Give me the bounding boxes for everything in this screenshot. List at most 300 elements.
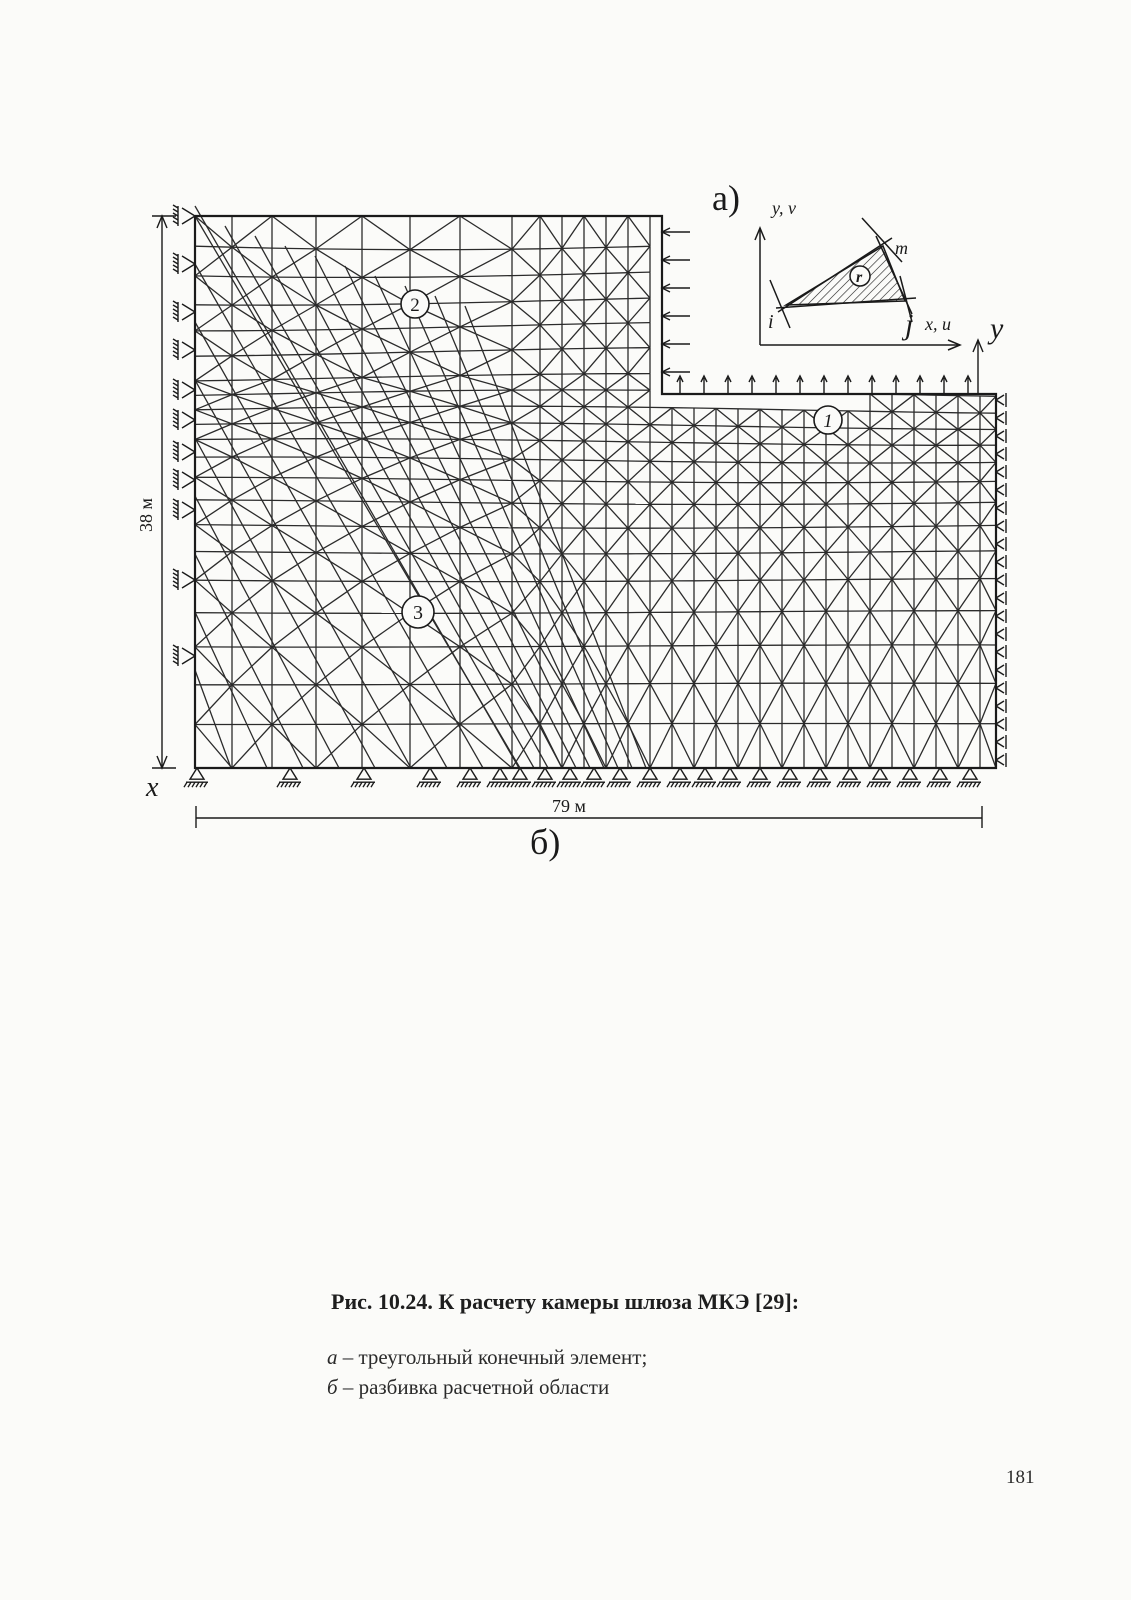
dimension-lines (152, 216, 983, 828)
mesh-edge (195, 276, 232, 277)
mesh-edge (996, 760, 1004, 765)
mesh-edge (562, 324, 584, 349)
mesh-edge (460, 350, 512, 376)
mesh-edge (857, 782, 860, 787)
mesh-edge (460, 554, 512, 582)
mesh-edge (584, 247, 606, 248)
mesh-edge (804, 483, 826, 504)
mesh-edge (777, 782, 780, 787)
mesh-edge (650, 443, 672, 462)
support-pin (873, 768, 887, 779)
axis-x-label: x (146, 772, 159, 803)
mesh-edge (182, 656, 195, 664)
mesh-edge (460, 459, 512, 460)
mesh-edge (980, 430, 996, 446)
mesh-edge (460, 439, 512, 440)
mesh-edge (870, 482, 892, 503)
mesh-edge (182, 420, 195, 428)
mesh-edge (182, 510, 195, 518)
mesh-edge (272, 500, 316, 501)
zone-3-label: 3 (413, 602, 423, 624)
mesh-edge (540, 248, 562, 275)
mesh-edge (565, 782, 568, 787)
mesh-edge (782, 483, 804, 505)
mesh-edge (195, 457, 232, 477)
mesh-edge (316, 277, 362, 305)
mesh-edge (429, 782, 432, 787)
mesh-edge (460, 216, 512, 249)
mesh-edge (716, 504, 738, 528)
mesh-edge (195, 580, 232, 613)
mesh-edge (173, 653, 178, 656)
mesh-edge (650, 482, 672, 504)
mesh-edge (173, 209, 178, 212)
mesh-edge (716, 483, 738, 505)
mesh-edge (532, 782, 535, 787)
mesh-edge (694, 504, 716, 528)
mesh-edge (512, 374, 540, 390)
mesh-edge (606, 613, 628, 646)
mesh-edge (760, 683, 782, 723)
mesh-edge (760, 427, 782, 444)
mesh-edge (789, 782, 792, 787)
mesh-edge (958, 482, 980, 503)
mesh-edge (931, 782, 934, 787)
mesh-edge (980, 445, 996, 462)
mesh-edge (936, 579, 958, 611)
mesh-edge (807, 782, 810, 787)
mesh-edge (584, 274, 606, 299)
mesh-edge (362, 407, 410, 408)
mesh-edge (188, 782, 191, 787)
mesh-edge (848, 463, 870, 483)
mesh-edge (362, 526, 410, 527)
mesh-edge (473, 782, 476, 787)
mesh-edge (879, 782, 882, 787)
mesh-edge (200, 782, 203, 787)
mesh-edge (939, 782, 942, 787)
mesh-edge (996, 557, 1004, 562)
mesh-edge (487, 782, 490, 787)
mesh-edge (562, 248, 584, 249)
mesh-edge (826, 724, 848, 769)
mesh-edge (362, 328, 410, 329)
mesh-edge (738, 683, 760, 723)
mesh-edge (694, 483, 716, 505)
mesh-edge (606, 461, 628, 482)
mesh-edge (760, 724, 782, 769)
mesh-edge (936, 551, 958, 579)
mesh-edge (232, 331, 272, 356)
mesh-edge (650, 684, 672, 724)
mesh-edge (996, 611, 1004, 616)
mesh-edge (182, 350, 195, 358)
mesh-edge (272, 501, 316, 526)
mesh-edge (173, 469, 178, 472)
mesh-edge (362, 478, 410, 502)
mesh-edge (272, 216, 316, 249)
mesh-edge (936, 645, 958, 683)
mesh-edge (540, 554, 562, 582)
figure-caption-title: Рис. 10.24. К расчету камеры шлюза МКЭ [29]: (331, 1289, 800, 1314)
caption-item-a (327, 1345, 1027, 1370)
mesh-edge (841, 782, 844, 787)
mesh-edge (232, 581, 272, 613)
mesh-edge (760, 612, 782, 646)
mesh-edge (672, 646, 694, 684)
mesh-edge (173, 477, 178, 480)
mesh-edge (914, 395, 936, 413)
mesh-edge (460, 350, 512, 351)
mesh-edge (958, 413, 980, 429)
mesh-edge (980, 579, 996, 611)
support-pin (563, 768, 577, 779)
mesh-edge (297, 782, 300, 787)
mesh-edge (362, 352, 410, 377)
mesh-edge (958, 429, 980, 445)
mesh-edge (562, 216, 584, 248)
mesh-edge (316, 407, 362, 423)
mesh-edge (914, 526, 936, 551)
mesh-edge (958, 611, 980, 645)
mesh-edge (173, 515, 178, 518)
mesh-edge (694, 462, 716, 483)
mesh-edge (729, 782, 732, 787)
mesh-edge (410, 376, 460, 392)
mesh-edge (606, 247, 628, 272)
support-pin (723, 768, 737, 779)
mesh-edge (947, 782, 950, 787)
mesh-edge (540, 390, 562, 406)
mesh-edge (606, 528, 628, 554)
mesh-edge (232, 395, 272, 409)
mesh-edge (996, 454, 1004, 459)
mesh-edge (804, 527, 826, 552)
mesh-edge (173, 449, 178, 452)
mesh-edge (606, 581, 628, 613)
mesh-edge (870, 463, 892, 482)
mesh-edge (577, 782, 580, 787)
mesh-edge (692, 782, 695, 787)
support-pin (673, 768, 687, 779)
support-pin (783, 768, 797, 779)
mesh-edge (362, 407, 410, 423)
mesh-edge (417, 782, 420, 787)
mesh-edge (672, 426, 694, 443)
mesh-edge (562, 248, 584, 274)
mesh-edge (606, 684, 628, 724)
mesh-edge (716, 581, 738, 612)
mesh-edge (173, 453, 178, 456)
mesh-edge (958, 396, 980, 413)
mesh-edge (173, 309, 178, 312)
mesh-edge (362, 377, 410, 378)
mesh-edge (892, 445, 914, 463)
mesh-edge (875, 782, 878, 787)
mesh-edge (837, 782, 840, 787)
mesh-edge (499, 782, 502, 787)
mesh-edge (996, 539, 1004, 544)
mesh-edge (584, 554, 606, 582)
mesh-edge (362, 250, 410, 278)
mesh-edge (562, 390, 584, 407)
mesh-edge (804, 683, 826, 723)
mesh-edge (272, 330, 316, 331)
mesh-edge (584, 299, 606, 324)
mesh-edge (606, 247, 628, 248)
support-pin (423, 768, 437, 779)
mesh-edge (826, 611, 848, 645)
mesh-edge (173, 217, 178, 220)
mesh-edge (512, 647, 540, 685)
mesh-edge (672, 554, 694, 581)
mesh-edge (584, 348, 606, 374)
mesh-edge (584, 441, 606, 461)
mesh-edge (562, 423, 584, 441)
mesh-edge (914, 579, 936, 611)
mesh-edge (371, 782, 374, 787)
mesh-edge (410, 479, 460, 480)
mesh-edge (996, 683, 1004, 688)
mesh-edge (540, 324, 562, 325)
mesh-edge (694, 646, 716, 684)
mesh-edge (980, 413, 996, 430)
inset-axis-y-label: y, v (772, 198, 796, 218)
mesh-edge (316, 329, 362, 354)
mesh-edge (435, 296, 632, 768)
mesh-edge (204, 782, 207, 787)
mesh-edge (173, 387, 178, 390)
mesh-edge (914, 645, 936, 683)
mesh-edge (460, 480, 512, 481)
mesh-edge (892, 412, 914, 429)
mesh-edge (623, 782, 626, 787)
mesh-edge (173, 257, 178, 260)
mesh-edge (173, 645, 178, 648)
mesh-edge (362, 724, 410, 768)
mesh-edge (804, 611, 826, 645)
mesh-edge (694, 528, 716, 554)
mesh-edge (760, 504, 782, 528)
mesh-edge (182, 216, 195, 224)
mesh-edge (936, 611, 958, 645)
mesh-edge (281, 782, 284, 787)
mesh-edge (628, 646, 650, 684)
mesh-edge (870, 428, 892, 445)
mesh-edge (965, 782, 968, 787)
mesh-edge (733, 782, 736, 787)
mesh-edge (182, 412, 195, 420)
mesh-edge (785, 782, 788, 787)
mesh-edge (606, 273, 628, 300)
support-pin (643, 768, 657, 779)
support-pin (190, 768, 204, 779)
mesh-edge (738, 504, 760, 527)
mesh-edge (606, 216, 628, 247)
mesh-edge (905, 782, 908, 787)
mesh-edge (606, 273, 628, 274)
mesh-edge (980, 611, 996, 645)
support-pin (357, 768, 371, 779)
mesh-edge (540, 406, 562, 423)
mesh-edge (410, 216, 460, 250)
mesh-edge (316, 249, 362, 278)
mesh-edge (650, 504, 672, 528)
mesh-edge (980, 396, 996, 413)
mesh-edge (460, 249, 512, 276)
mesh-edge (511, 782, 514, 787)
mesh-edge (173, 347, 178, 350)
mesh-edge (527, 782, 530, 787)
mesh-edge (848, 645, 870, 683)
mesh-edge (927, 782, 930, 787)
mesh-edge (584, 581, 606, 612)
mesh-edge (460, 503, 512, 504)
mesh-edge (782, 527, 804, 552)
mesh-edge (173, 355, 178, 358)
mesh-edge (672, 581, 694, 612)
mesh-edge (848, 683, 870, 723)
mesh-edge (996, 670, 1004, 675)
mesh-edge (996, 521, 1004, 526)
mesh-edge (672, 684, 694, 724)
mesh-edge (173, 265, 178, 268)
mesh-edge (316, 613, 362, 647)
mesh-edge (996, 472, 1004, 477)
mesh-edge (562, 460, 584, 481)
mesh-edge (316, 392, 362, 393)
mesh-edge (936, 482, 958, 503)
mesh-edge (870, 579, 892, 611)
mesh-edge (683, 782, 686, 787)
mesh-edge (460, 527, 512, 554)
mesh-edge (914, 412, 936, 429)
mesh-edge (367, 782, 370, 787)
mesh-edge (996, 629, 1004, 634)
mesh-edge (315, 256, 576, 768)
mesh-edge (936, 463, 958, 482)
mesh-edge (870, 683, 892, 723)
mesh-edge (914, 463, 936, 482)
mesh-edge (316, 216, 362, 249)
mesh-edge (645, 782, 648, 787)
mesh-edge (182, 452, 195, 460)
mesh-edge (523, 782, 526, 787)
mesh-edge (512, 302, 540, 325)
mesh-edge (460, 390, 512, 406)
mesh-edge (845, 782, 848, 787)
mesh-edge (870, 412, 892, 429)
mesh-edge (182, 480, 195, 488)
mesh-edge (557, 782, 560, 787)
mesh-edge (892, 724, 914, 769)
mesh-edge (958, 579, 980, 611)
mesh-edge (892, 611, 914, 645)
mesh-edge (597, 782, 600, 787)
mesh-edge (996, 449, 1004, 454)
mesh-edge (562, 374, 584, 390)
mesh-edge (562, 274, 584, 301)
mesh-edge (737, 782, 740, 787)
mesh-edge (980, 526, 996, 551)
mesh-edge (173, 581, 178, 584)
mesh-edge (195, 380, 232, 381)
mesh-edge (293, 782, 296, 787)
mesh-edge (540, 423, 562, 440)
mesh-edge (980, 462, 996, 481)
caption-item-b-text: – разбивка расчетной области (337, 1375, 610, 1399)
mesh-edge (272, 393, 316, 408)
mesh-edge (738, 580, 760, 612)
mesh-edge (716, 462, 738, 482)
mesh-edge (573, 782, 576, 787)
mesh-edge (606, 442, 628, 461)
mesh-edge (914, 611, 936, 645)
mesh-edge (671, 782, 674, 787)
mesh-edge (195, 276, 232, 305)
mesh-edge (584, 216, 606, 247)
support-pin (963, 768, 977, 779)
mesh-edge (410, 502, 460, 527)
mesh-edge (782, 504, 804, 527)
mesh-edge (232, 478, 272, 501)
mesh-edge (943, 782, 946, 787)
mesh-edge (584, 324, 606, 348)
mesh-edge (195, 525, 232, 552)
mesh-edge (826, 527, 848, 552)
mesh-edge (738, 724, 760, 769)
mesh-edge (507, 782, 510, 787)
mesh-edge (182, 264, 195, 272)
mesh-edge (901, 782, 904, 787)
mesh-edge (650, 554, 672, 581)
mesh-edge (173, 253, 178, 256)
mesh-edge (782, 444, 804, 462)
mesh-edge (913, 782, 916, 787)
mesh-edge (738, 645, 760, 683)
mesh-edge (232, 277, 272, 278)
support-pin (753, 768, 767, 779)
mesh-edge (628, 348, 650, 374)
mesh-edge (182, 208, 195, 216)
mesh-edge (316, 478, 362, 479)
inset-axis-x-label: x, u (925, 314, 951, 334)
mesh-edge (232, 408, 272, 409)
mesh-edge (540, 440, 562, 460)
mesh-edge (173, 417, 178, 420)
height-dimension: 38 м (136, 498, 156, 532)
mesh-edge (936, 683, 958, 723)
support-pin (903, 768, 917, 779)
mesh-edge (562, 407, 584, 424)
mesh-edge (917, 782, 920, 787)
mesh-edge (747, 782, 750, 787)
mesh-edge (540, 582, 562, 613)
mesh-edge (650, 461, 672, 482)
mesh-edge (853, 782, 856, 787)
mesh-edge (653, 782, 656, 787)
mesh-edge (362, 501, 410, 502)
mesh-edge (606, 348, 628, 374)
mesh-edge (272, 305, 316, 331)
mesh-edge (606, 482, 628, 504)
mesh-edge (694, 612, 716, 645)
mesh-edge (272, 457, 316, 478)
main-label: б) (530, 822, 561, 862)
mesh-edge (996, 575, 1004, 580)
mesh-edge (457, 782, 460, 787)
mesh-edge (848, 411, 870, 429)
